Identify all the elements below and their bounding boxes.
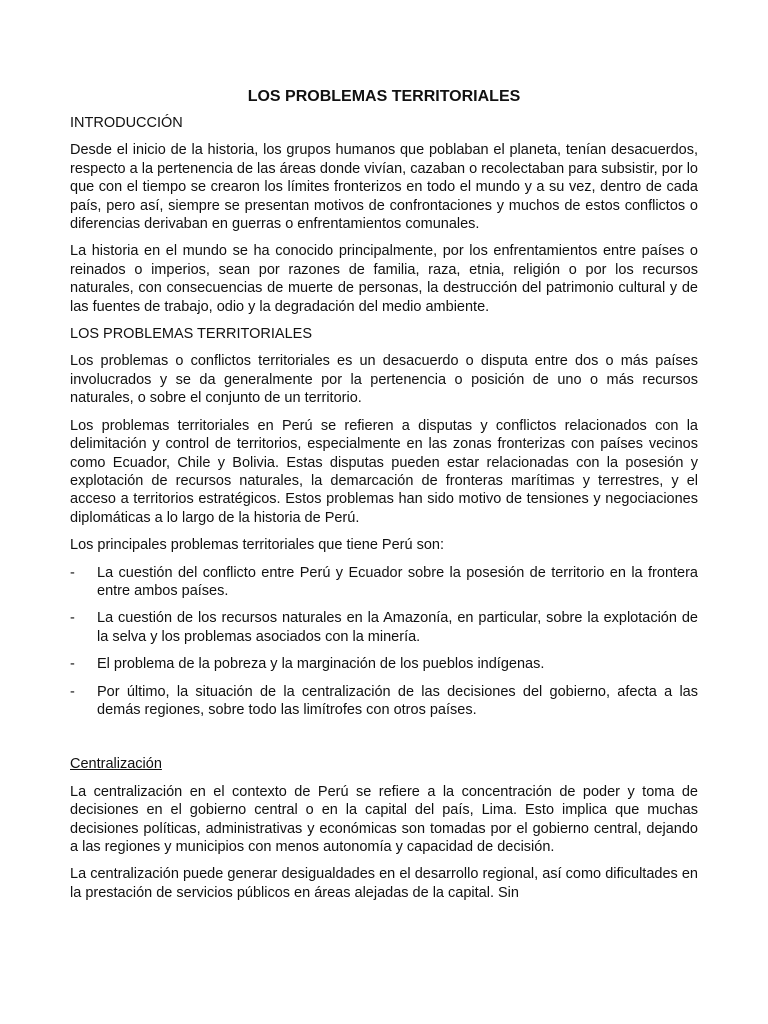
problems-paragraph-2: Los problemas territoriales en Perú se refieren a disputas y conflictos relacionados con la delimitación y control de territorios, especialmente en las zonas fronterizas con países vecinos como Ecuador, Chile y Bolivia. Estas disputas pueden estar relacionadas con la posesión y explotación de recursos naturales, la demarcación de fronteras marítimas y terrestres, y el acceso a territorios estratégicos. Estos problemas han sido motivo de tensiones y negociaciones diplomáticas a lo largo de la historia de Perú. (70, 417, 698, 526)
list-item (70, 609, 698, 646)
list-item-text: Por último, la situación de la centralización de las decisiones del gobierno, afecta a las demás regiones, sobre todo las limítrofes con otros países. (97, 683, 698, 718)
list-item-text: La cuestión del conflicto entre Perú y Ecuador sobre la posesión de territorio en la frontera entre ambos países. (97, 564, 698, 599)
centralization-paragraph-1: La centralización en el contexto de Perú se refiere a la concentración de poder y toma de decisiones en el gobierno central o en la capital del país, Lima. Esto implica que muchas decisiones políticas, administrativas y económicas son tomadas por el gobierno central, dejando a las regiones y municipios con menos autonomía y capacidad de decisión. (70, 783, 698, 855)
document-title: LOS PROBLEMAS TERRITORIALES (247, 88, 521, 105)
list-item (70, 564, 698, 601)
list-item (70, 655, 698, 673)
list-item (70, 683, 698, 720)
centralization-paragraph-2: La centralización puede generar desigualdades en el desarrollo regional, así como dificultades en la prestación de servicios públicos en áreas alejadas de la capital. Sin (70, 866, 698, 901)
problems-heading: LOS PROBLEMAS TERRITORIALES (70, 326, 313, 343)
list-marker: - (70, 610, 75, 627)
list-marker: - (70, 564, 75, 581)
centralization-heading: Centralización (70, 756, 162, 773)
intro-paragraph-1: Desde el inicio de la historia, los grupos humanos que poblaban el planeta, tenían desacuerdos, respecto a la pertenencia de las áreas donde vivían, cazaban o recolectaban para subsistir, por lo que con el tiempo se crearon los límites fronterizos en todo el mundo y a su vez, dentro de cada país, pero así, siempre se presentan motivos de confrontaciones y muchos de estos conflictos o diferencias derivaban en guerras o enfrentamientos comunales. (70, 142, 698, 233)
intro-paragraph-2: La historia en el mundo se ha conocido principalmente, por los enfrentamientos entre países o reinados o imperios, sean por razones de familia, raza, etnia, religión o por los recursos naturales, con consecuencias de muerte de personas, la destrucción del patrimonio cultural y de las fuentes de trabajo, odio y la degradación del medio ambiente. (70, 243, 698, 315)
list-marker: - (70, 656, 75, 673)
list-item-text: El problema de la pobreza y la marginación de los pueblos indígenas. (97, 656, 545, 673)
list-marker: - (70, 683, 75, 700)
problems-paragraph-1: Los problemas o conflictos territoriales es un desacuerdo o disputa entre dos o más países involucrados y se da generalmente por la pertenencia o posición de uno o más recursos naturales, o sobre el conjunto de un territorio. (70, 353, 698, 407)
intro-heading: INTRODUCCIÓN (70, 115, 183, 131)
document-body (70, 86, 698, 911)
problems-paragraph-3: Los principales problemas territoriales que tiene Perú son: (70, 537, 444, 554)
blank-line (70, 728, 698, 755)
list-item-text: La cuestión de los recursos naturales en la Amazonía, en particular, sobre la explotación de la selva y los problemas asociados con la minería. (97, 610, 698, 645)
problems-list (70, 564, 698, 720)
